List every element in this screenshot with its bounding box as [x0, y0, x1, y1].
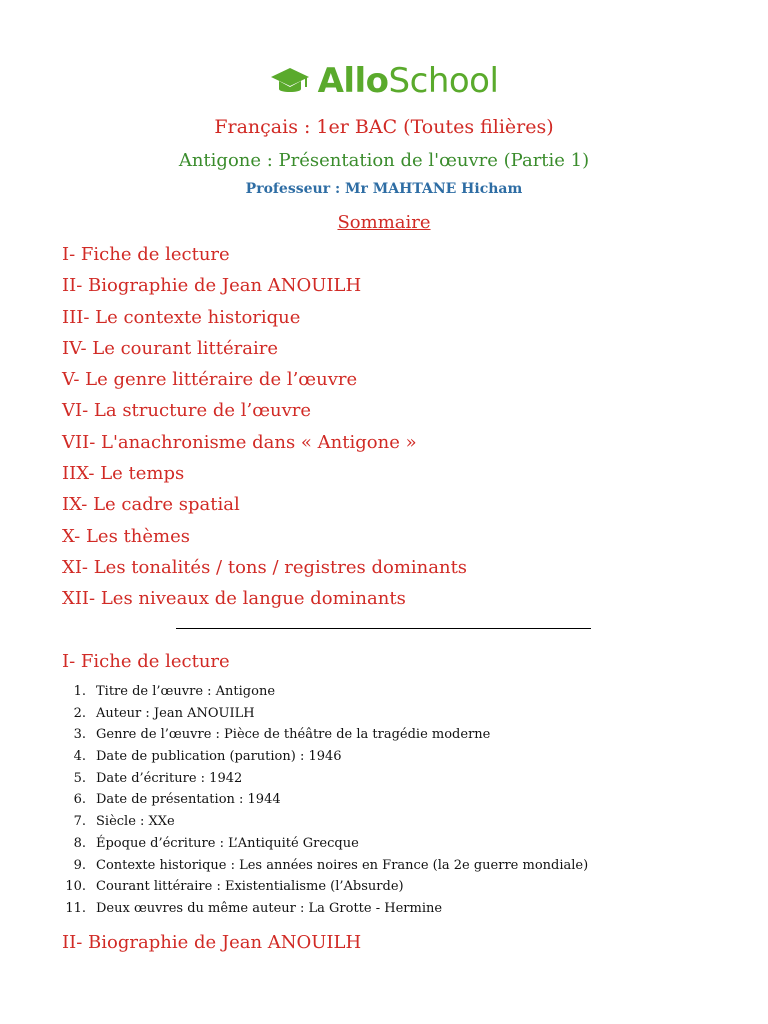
list-text: Deux œuvres du même auteur : La Grotte - Hermine: [96, 900, 443, 916]
reading-sheet-list: [62, 682, 588, 921]
list-text: Date de publication (parution) : 1946: [96, 749, 342, 765]
toc-item: IV- Le courant littéraire: [62, 337, 278, 359]
list-number: 2.: [73, 705, 86, 721]
toc-item: X- Les thèmes: [62, 525, 190, 547]
list-text: Date d’écriture : 1942: [96, 770, 243, 786]
alloschool-logo: [0, 61, 768, 101]
list-item: [62, 682, 588, 704]
list-number: 6.: [73, 792, 86, 808]
list-number: 1.: [73, 684, 86, 699]
list-item: [62, 725, 588, 747]
list-text: Courant littéraire : Existentialisme (l’Absurde): [96, 879, 404, 895]
list-number: 9.: [73, 857, 86, 873]
list-item: [62, 856, 588, 878]
list-text: Titre de l’œuvre : Antigone: [96, 684, 276, 699]
summary-heading: Sommaire: [337, 212, 431, 233]
toc-item: IIX- Le temps: [62, 463, 185, 485]
list-item: [62, 877, 588, 899]
logo-text-light: School: [388, 61, 499, 101]
list-text: Genre de l’œuvre : Pièce de théâtre de la tragédie moderne: [96, 727, 491, 743]
section-divider: [176, 628, 591, 629]
list-number: 4.: [73, 749, 86, 765]
list-number: 7.: [73, 814, 86, 830]
section-heading-fiche: I- Fiche de lecture: [62, 651, 230, 672]
toc-item: VI- La structure de l’œuvre: [62, 400, 312, 422]
logo-text-bold: Allo: [317, 61, 389, 101]
course-subject: Français : 1er BAC (Toutes filières): [214, 116, 554, 138]
list-item: [62, 769, 588, 791]
list-number: 5.: [73, 770, 86, 786]
list-item: [62, 834, 588, 856]
toc-item: V- Le genre littéraire de l’œuvre: [62, 369, 358, 391]
list-item: [62, 790, 588, 812]
toc-item: I- Fiche de lecture: [62, 244, 230, 265]
list-number: 8.: [73, 835, 86, 851]
document-title: Antigone : Présentation de l'œuvre (Partie 1): [178, 150, 590, 171]
table-of-contents: [62, 242, 467, 618]
graduation-cap-icon: [270, 66, 310, 96]
list-text: Auteur : Jean ANOUILH: [96, 705, 255, 721]
list-item: [62, 747, 588, 769]
list-number: 10.: [65, 879, 86, 895]
list-text: Contexte historique : Les années noires en France (la 2e guerre mondiale): [96, 857, 589, 873]
list-item: [62, 899, 588, 921]
teacher-name: Professeur : Mr MAHTANE Hicham: [245, 181, 523, 197]
logo-wordmark: [317, 61, 499, 101]
list-text: Date de présentation : 1944: [96, 792, 281, 808]
toc-item: XI- Les tonalités / tons / registres dominants: [62, 556, 468, 578]
toc-item: IX- Le cadre spatial: [62, 494, 240, 516]
toc-item: VII- L'anachronisme dans « Antigone »: [62, 431, 417, 453]
list-item: [62, 812, 588, 834]
list-text: Siècle : XXe: [96, 814, 175, 830]
toc-item: II- Biographie de Jean ANOUILH: [62, 275, 362, 297]
list-number: 11.: [65, 900, 86, 916]
toc-item: III- Le contexte historique: [62, 306, 301, 328]
list-item: [62, 704, 588, 726]
list-text: Époque d’écriture : L’Antiquité Grecque: [96, 835, 359, 851]
toc-item: XII- Les niveaux de langue dominants: [62, 588, 406, 610]
list-number: 3.: [73, 727, 86, 743]
section-heading-biographie: II- Biographie de Jean ANOUILH: [62, 932, 362, 953]
